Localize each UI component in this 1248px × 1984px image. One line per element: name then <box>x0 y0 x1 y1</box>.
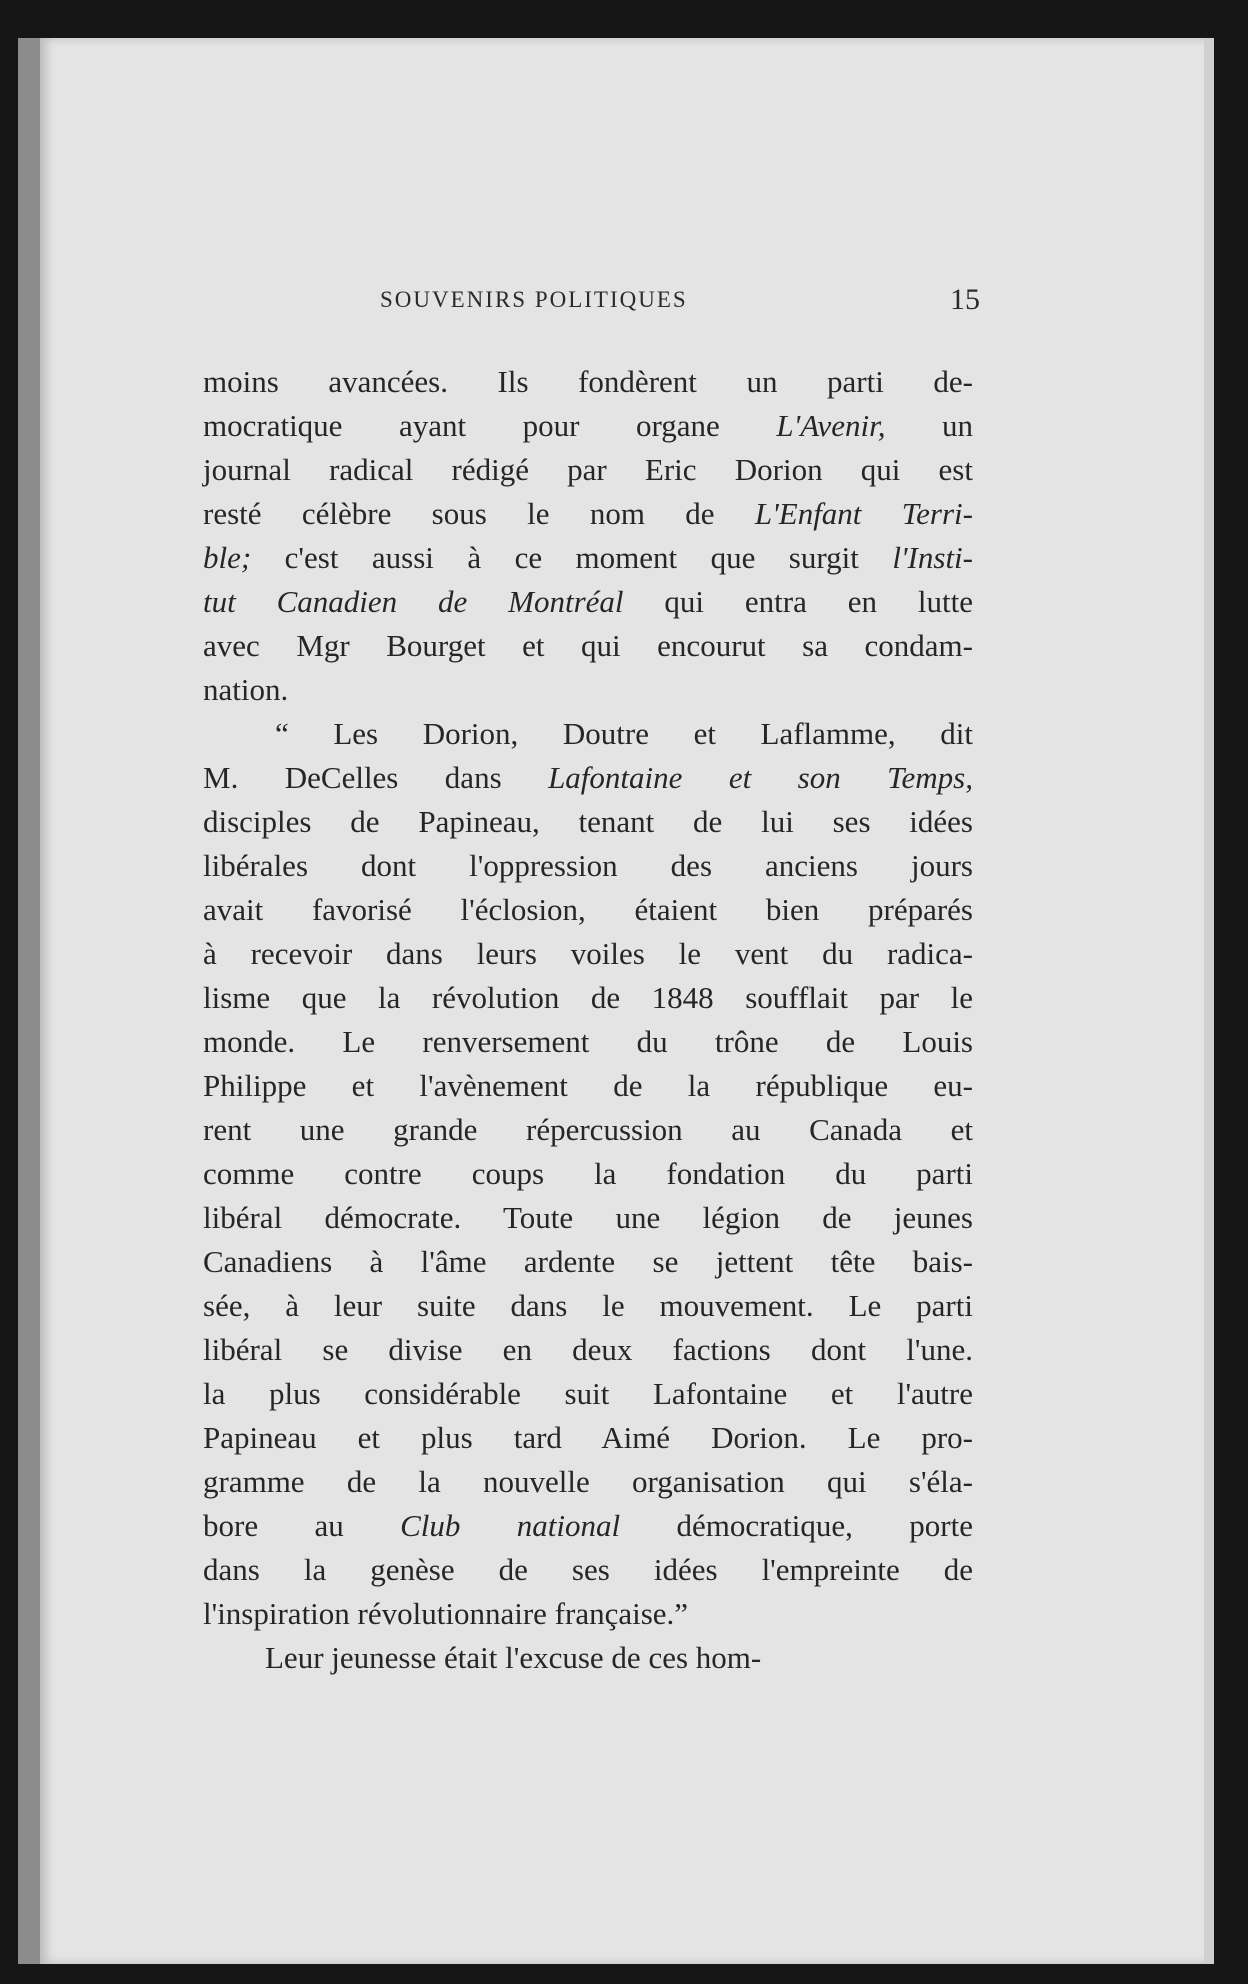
text-line <box>203 448 973 492</box>
text-line <box>203 1240 973 1284</box>
text-segment: Canadiens à l'âme ardente se jettent tête bais- <box>203 1244 973 1279</box>
text-line <box>203 756 973 800</box>
text-segment: l'inspiration révolutionnaire française.” <box>203 1596 689 1631</box>
text-segment: nation. <box>203 672 289 707</box>
body-text <box>203 360 973 1680</box>
text-segment: comme contre coups la fondation du parti <box>203 1156 973 1191</box>
italic-text: Lafontaine et son Temps, <box>548 760 973 795</box>
text-segment: Leur jeunesse était l'excuse de ces hom- <box>265 1640 762 1675</box>
text-segment: Philippe et l'avènement de la république eu- <box>203 1068 973 1103</box>
italic-text: L'Avenir, <box>776 408 886 443</box>
italic-text: Club national <box>400 1508 621 1543</box>
italic-text: l'Insti- <box>892 540 973 575</box>
text-line <box>203 668 973 712</box>
text-segment: avec Mgr Bourget et qui encourut sa condam- <box>203 628 973 663</box>
text-line <box>203 1328 973 1372</box>
text-segment: disciples de Papineau, tenant de lui ses idées <box>203 804 973 839</box>
text-segment: c'est aussi à ce moment que surgit <box>251 540 893 575</box>
text-line <box>203 536 973 580</box>
text-segment: Papineau et plus tard Aimé Dorion. Le pro- <box>203 1420 973 1455</box>
text-segment: libérales dont l'oppression des anciens jours <box>203 848 973 883</box>
text-line <box>203 360 973 404</box>
text-segment: monde. Le renversement du trône de Louis <box>203 1024 973 1059</box>
text-segment: sée, à leur suite dans le mouvement. Le parti <box>203 1288 973 1323</box>
text-line <box>203 1064 973 1108</box>
text-line <box>203 1020 973 1064</box>
text-line <box>203 932 973 976</box>
page-number: 15 <box>950 283 980 316</box>
text-segment: lisme que la révolution de 1848 soufflait par le <box>203 980 973 1015</box>
text-segment: un <box>885 408 973 443</box>
text-segment: dans la genèse de ses idées l'empreinte de <box>203 1552 973 1587</box>
italic-text: tut Canadien de Montréal <box>203 584 624 619</box>
text-segment: qui entra en lutte <box>623 584 973 619</box>
text-line <box>203 1504 973 1548</box>
text-line <box>203 1636 973 1680</box>
text-segment: moins avancées. Ils fondèrent un parti de- <box>203 364 973 399</box>
text-line <box>203 492 973 536</box>
text-segment: à recevoir dans leurs voiles le vent du radica- <box>203 936 973 971</box>
text-segment: démocratique, porte <box>620 1508 973 1543</box>
text-line <box>203 888 973 932</box>
text-segment: journal radical rédigé par Eric Dorion qui est <box>203 452 973 487</box>
text-line <box>203 1196 973 1240</box>
text-segment: gramme de la nouvelle organisation qui s'éla- <box>203 1464 973 1499</box>
text-segment: bore au <box>203 1508 401 1543</box>
text-line <box>203 404 973 448</box>
text-line <box>203 1416 973 1460</box>
text-line <box>203 1152 973 1196</box>
text-line <box>203 976 973 1020</box>
text-line <box>203 1548 973 1592</box>
text-segment: avait favorisé l'éclosion, étaient bien préparés <box>203 892 973 927</box>
text-segment: libéral se divise en deux factions dont l'une. <box>203 1332 973 1367</box>
text-line <box>203 712 973 756</box>
text-line <box>203 1592 973 1636</box>
text-segment: mocratique ayant pour organe <box>203 408 777 443</box>
running-header <box>380 278 980 322</box>
text-segment: rent une grande répercussion au Canada et <box>203 1112 973 1147</box>
text-segment: “ Les Dorion, Doutre et Laflamme, dit <box>275 716 973 751</box>
running-title: SOUVENIRS POLITIQUES <box>380 287 688 312</box>
page-edge <box>1204 38 1214 1964</box>
text-line <box>203 1372 973 1416</box>
text-line <box>203 1460 973 1504</box>
text-segment: M. DeCelles dans <box>203 760 549 795</box>
text-line <box>203 580 973 624</box>
text-segment: la plus considérable suit Lafontaine et l'autre <box>203 1376 973 1411</box>
text-line <box>203 800 973 844</box>
text-segment: libéral démocrate. Toute une légion de jeunes <box>203 1200 973 1235</box>
text-line <box>203 1108 973 1152</box>
text-segment: resté célèbre sous le nom de <box>203 496 755 531</box>
book-page <box>18 38 1214 1964</box>
italic-text: L'Enfant Terri- <box>754 496 973 531</box>
text-line <box>203 624 973 668</box>
italic-text: ble; <box>203 540 252 575</box>
text-line <box>203 1284 973 1328</box>
text-line <box>203 844 973 888</box>
